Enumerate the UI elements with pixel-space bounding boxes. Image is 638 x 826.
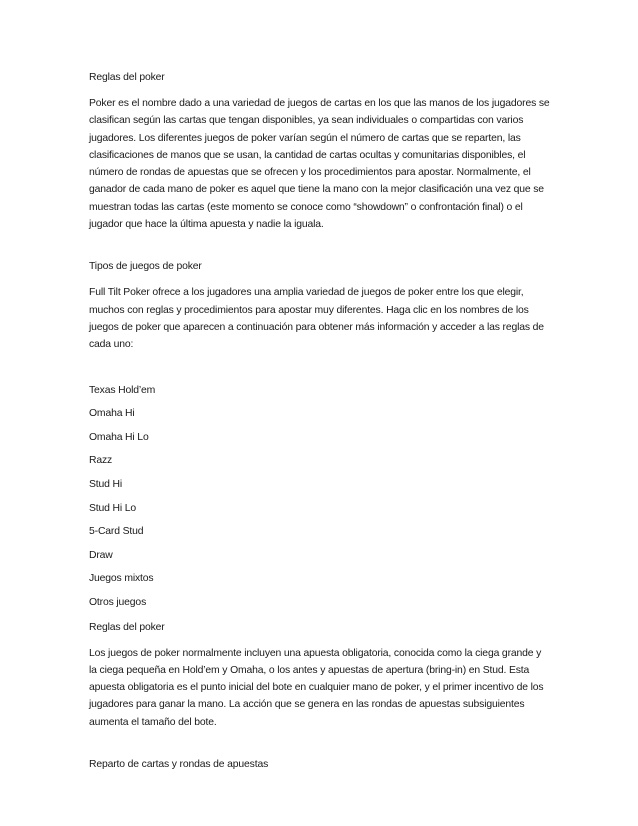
game-link-stud-hi[interactable]: Stud Hi: [89, 478, 123, 490]
game-link-5-card-stud[interactable]: 5-Card Stud: [89, 526, 144, 538]
game-link-omaha-hi[interactable]: Omaha Hi: [89, 408, 135, 420]
paragraph-tipos: Full Tilt Poker ofrece a los jugadores una amplia variedad de juegos de poker entre los que elegir, muchos con reglas y procedimientos para apostar muy diferentes. Haga clic en los nombres de los juegos de poker que aparecen a continuación para obtener más información y acceder a las reglas de cada uno:: [89, 287, 544, 351]
game-link-otros-juegos[interactable]: Otros juegos: [89, 596, 147, 608]
game-link-omaha-hi-lo[interactable]: Omaha Hi Lo: [89, 431, 149, 443]
section-heading-tipos: Tipos de juegos de poker: [89, 261, 202, 273]
paragraph-intro: Poker es el nombre dado a una variedad de juegos de cartas en los que las manos de los jugadores se clasifican según las cartas que tengan disponibles, ya sean individuales o compartidas con varios jugadores. Los diferentes juegos de poker varían según el número de cartas que se reparten, las clasificaciones de manos que se usan, la cantidad de cartas ocultas y comunitarias disponibles, el número de rondas de apuestas que se ofrecen y los procedimientos para apostar. Normalmente, el ganador de cada mano de poker es aquel que tiene la mano con la mejor clasificación una vez que se muestran todas las cartas (este momento se conoce como “showdown” o confrontación final) o el jugador que hace la última apuesta y nadie la iguala.: [89, 98, 550, 231]
section-heading-reglas-2: Reglas del poker: [89, 621, 165, 633]
section-heading-reglas: Reglas del poker: [89, 72, 165, 83]
game-list: [89, 384, 551, 610]
game-link-draw[interactable]: Draw: [89, 549, 113, 561]
game-link-juegos-mixtos[interactable]: Juegos mixtos: [89, 573, 154, 585]
game-link-texas-holdem[interactable]: Texas Hold’em: [89, 384, 156, 396]
game-link-stud-hi-lo[interactable]: Stud Hi Lo: [89, 502, 137, 514]
document-content: [89, 70, 551, 782]
paragraph-apuestas: Los juegos de poker normalmente incluyen una apuesta obligatoria, conocida como la ciega grande y la ciega pequeña en Hold’em y Omaha, o los antes y apuestas de apertura (bring-in) en Stud. Esta apuesta obligatoria es el punto inicial del bote en cualquier mano de poker, y el primer incentivo de los jugadores para ganar la mano. La acción que se genera en las rondas de apuestas subsiguientes aumenta el tamaño del bote.: [89, 647, 544, 728]
game-link-razz[interactable]: Razz: [89, 455, 113, 467]
section-heading-reparto: Reparto de cartas y rondas de apuestas: [89, 758, 269, 770]
